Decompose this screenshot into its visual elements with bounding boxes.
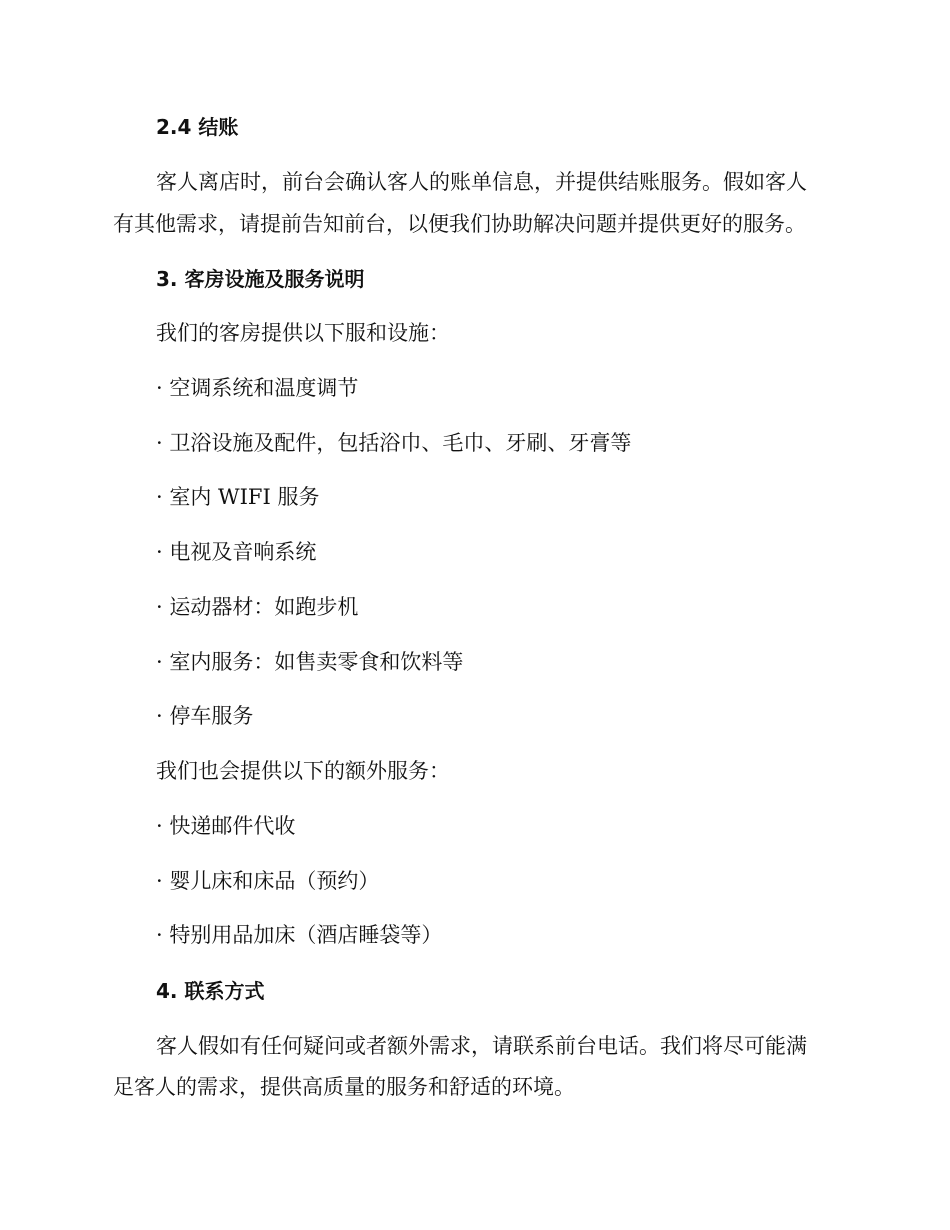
section-heading-checkout: 2.4 结账 [156,115,239,139]
section-heading-room-facilities: 3. 客房设施及服务说明 [156,267,365,291]
checkout-paragraph-line-2: 有其他需求，请提前告知前台，以便我们协助解决问题并提供更好的服务。 [113,212,806,236]
list-item: · 卫浴设施及配件，包括浴巾、毛巾、牙刷、牙膏等 [156,431,632,455]
list-item: · 停车服务 [156,704,254,728]
list-item: · 室内服务：如售卖零食和饮料等 [156,650,464,674]
facilities-intro: 我们的客房提供以下服和设施： [156,321,450,345]
checkout-paragraph-line-1: 客人离店时，前台会确认客人的账单信息，并提供结账服务。假如客人 [156,170,807,194]
extra-services-intro: 我们也会提供以下的额外服务： [156,759,450,783]
list-item: · 室内 WIFI 服务 [156,485,320,509]
list-item: · 特别用品加床（酒店睡袋等） [156,923,443,947]
list-item: · 婴儿床和床品（预约） [156,869,380,893]
section-heading-contact: 4. 联系方式 [156,979,265,1003]
list-item: · 空调系统和温度调节 [156,376,359,400]
contact-paragraph-line-2: 足客人的需求，提供高质量的服务和舒适的环境。 [113,1075,575,1099]
list-item: · 快递邮件代收 [156,814,296,838]
list-item: · 运动器材：如跑步机 [156,595,359,619]
contact-paragraph-line-1: 客人假如有任何疑问或者额外需求，请联系前台电话。我们将尽可能满 [156,1034,807,1058]
list-item: · 电视及音响系统 [156,540,317,564]
